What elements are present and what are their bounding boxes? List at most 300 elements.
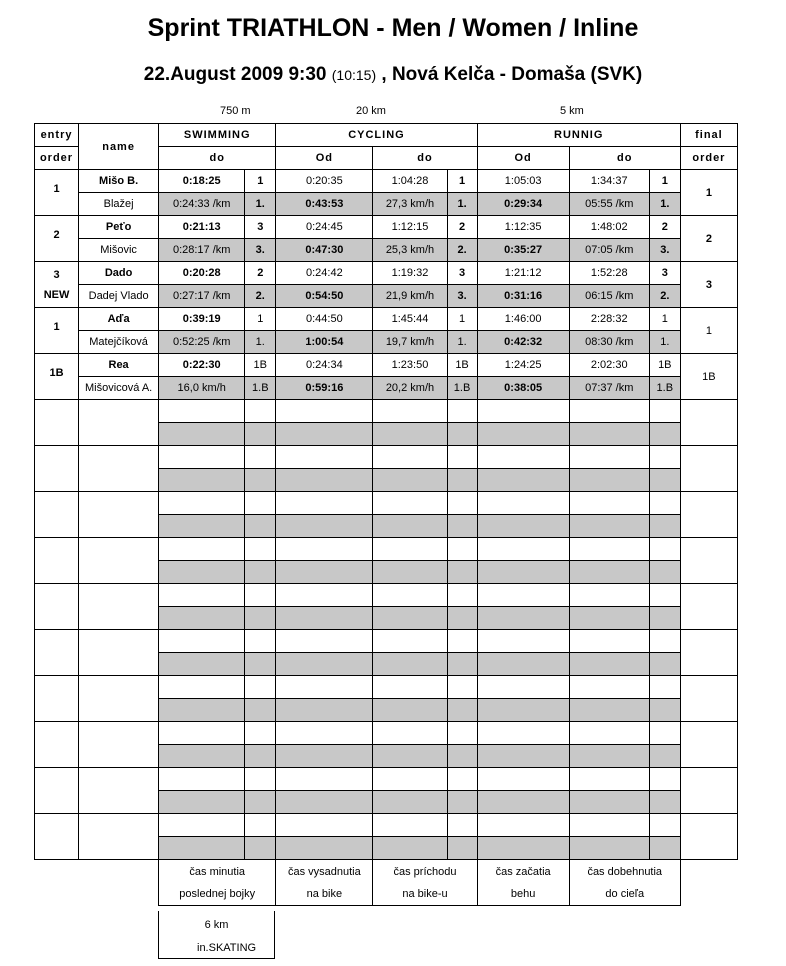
legend-blank [35,860,159,906]
run-rank: 1 [649,308,680,331]
empty-name-cell [79,584,159,630]
empty-cell [276,538,373,561]
entry-order-cell [35,216,79,262]
bike-rank: 1 [447,308,477,331]
empty-shaded-cell [373,423,447,446]
empty-shaded-cell [276,837,373,860]
empty-cell [159,446,245,469]
final-order: 1 [680,170,737,216]
run-end: 1:34:37 [569,170,649,193]
swim-rank-2: 1. [245,331,276,354]
legend-run-to-line-2: do cieľa [605,887,645,900]
empty-entry-cell [35,630,79,676]
bike-speed: 21,9 km/h [373,285,447,308]
table-row [35,354,738,377]
empty-shaded-cell [477,469,569,492]
run-start: 1:21:12 [477,262,569,285]
entry-order: 1B [49,366,64,379]
empty-cell [373,492,447,515]
run-rank-2: 1. [649,193,680,216]
run-time: 0:31:16 [477,285,569,308]
final-order: 1 [680,308,737,354]
run-rank: 3 [649,262,680,285]
legend-run-from-line-1: čas začatia [495,865,551,878]
empty-shaded-cell [649,423,680,446]
empty-cell [569,492,649,515]
empty-cell [569,446,649,469]
empty-cell [649,584,680,607]
athlete-fullname: Blažej [79,193,159,216]
bike-start: 0:24:45 [276,216,373,239]
empty-shaded-cell [447,653,477,676]
entry-order: 2 [53,228,60,241]
legend-run-to [569,860,680,906]
subtitle-time-note: (10:15) [331,67,377,83]
legend-bike-to-line-2: na bike-u [402,887,448,900]
bike-end: 1:04:28 [373,170,447,193]
empty-cell [245,722,276,745]
results-table [34,123,738,906]
empty-cell [245,768,276,791]
swim-rank-2: 1. [245,193,276,216]
empty-name-cell [79,538,159,584]
final-order: 1B [680,354,737,400]
athlete-fullname: Matejčíková [79,331,159,354]
run-start: 1:46:00 [477,308,569,331]
athlete-fullname: Mišovicová A. [79,377,159,400]
empty-shaded-cell [373,745,447,768]
empty-cell [447,768,477,791]
bike-start: 0:24:42 [276,262,373,285]
bike-time: 0:54:50 [276,285,373,308]
empty-cell [373,584,447,607]
empty-shaded-cell [569,515,649,538]
legend-run-from-line-2: behu [510,887,536,900]
athlete-nickname: Aďa [79,308,159,331]
entry-note: NEW [43,288,70,301]
empty-cell [276,584,373,607]
empty-cell [276,768,373,791]
empty-shaded-cell [447,837,477,860]
empty-shaded-cell [276,791,373,814]
empty-shaded-cell [245,515,276,538]
empty-shaded-cell [649,607,680,630]
empty-shaded-cell [447,745,477,768]
empty-cell [276,676,373,699]
run-pace: 07:05 /km [569,239,649,262]
bike-time: 0:59:16 [276,377,373,400]
table-row [35,239,738,262]
legend-bike-to-line-1: čas príchodu [393,865,457,878]
empty-entry-cell [35,722,79,768]
empty-final-cell [680,538,737,584]
swim-rank-2: 1.B [245,377,276,400]
empty-shaded-cell [569,699,649,722]
empty-cell [569,768,649,791]
empty-cell [447,538,477,561]
empty-name-cell [79,446,159,492]
entry-order: 1 [53,320,60,333]
empty-cell [276,400,373,423]
run-pace: 08:30 /km [569,331,649,354]
empty-shaded-cell [159,745,245,768]
empty-cell [569,676,649,699]
empty-shaded-cell [569,561,649,584]
empty-cell [477,446,569,469]
empty-shaded-cell [649,699,680,722]
empty-shaded-cell [373,837,447,860]
bike-rank-2: 1. [447,193,477,216]
legend-run-to-line-1: čas dobehnutia [587,865,663,878]
empty-shaded-cell [649,745,680,768]
swim-rank-2: 3. [245,239,276,262]
empty-row [35,538,738,561]
empty-shaded-cell [649,837,680,860]
empty-cell [649,492,680,515]
empty-entry-cell [35,492,79,538]
athlete-nickname: Mišo B. [79,170,159,193]
empty-shaded-cell [159,791,245,814]
empty-shaded-cell [569,653,649,676]
bike-rank: 2 [447,216,477,239]
empty-shaded-cell [373,607,447,630]
empty-cell [373,722,447,745]
run-rank-2: 1. [649,331,680,354]
final-order: 2 [680,216,737,262]
empty-name-cell [79,676,159,722]
bike-time: 0:47:30 [276,239,373,262]
bike-rank: 3 [447,262,477,285]
bike-rank-2: 2. [447,239,477,262]
bike-rank: 1B [447,354,477,377]
empty-shaded-cell [245,699,276,722]
swim-pace: 0:28:17 /km [159,239,245,262]
empty-shaded-cell [159,515,245,538]
swim-time: 0:20:28 [159,262,245,285]
empty-name-cell [79,722,159,768]
empty-shaded-cell [649,515,680,538]
empty-cell [477,722,569,745]
swim-time: 0:39:19 [159,308,245,331]
empty-shaded-cell [276,745,373,768]
empty-shaded-cell [373,561,447,584]
bike-time: 0:43:53 [276,193,373,216]
empty-entry-cell [35,538,79,584]
legend-blank-right [680,860,737,906]
swim-pace: 0:27:17 /km [159,285,245,308]
run-rank: 1B [649,354,680,377]
empty-shaded-cell [447,561,477,584]
table-row [35,193,738,216]
run-from-header: Od [477,147,569,170]
empty-shaded-cell [245,791,276,814]
run-pace: 05:55 /km [569,193,649,216]
bike-end: 1:23:50 [373,354,447,377]
empty-row [35,676,738,699]
swim-rank-2: 2. [245,285,276,308]
empty-cell [569,584,649,607]
empty-name-cell [79,400,159,446]
empty-cell [649,630,680,653]
athlete-nickname: Rea [79,354,159,377]
bike-speed: 25,3 km/h [373,239,447,262]
empty-shaded-cell [245,561,276,584]
name-header: name [79,124,159,170]
empty-cell [477,768,569,791]
empty-cell [447,492,477,515]
legend-bike-to [373,860,477,906]
run-end: 1:48:02 [569,216,649,239]
empty-cell [159,676,245,699]
empty-shaded-cell [276,561,373,584]
run-rank: 2 [649,216,680,239]
empty-cell [276,446,373,469]
empty-cell [373,814,447,837]
run-pace: 06:15 /km [569,285,649,308]
empty-name-cell [79,630,159,676]
legend-row [35,860,738,906]
athlete-nickname: Peťo [79,216,159,239]
swim-pace: 0:24:33 /km [159,193,245,216]
empty-cell [276,492,373,515]
empty-shaded-cell [373,469,447,492]
swim-rank: 1B [245,354,276,377]
swim-rank: 1 [245,170,276,193]
entry-order: 3 [53,268,60,281]
final-order: 3 [680,262,737,308]
empty-cell [159,538,245,561]
empty-cell [159,722,245,745]
empty-cell [447,584,477,607]
empty-cell [245,492,276,515]
run-end: 2:28:32 [569,308,649,331]
empty-shaded-cell [447,791,477,814]
empty-cell [447,630,477,653]
empty-shaded-cell [447,607,477,630]
empty-cell [159,492,245,515]
bike-start: 0:24:34 [276,354,373,377]
empty-name-cell [79,492,159,538]
empty-cell [276,814,373,837]
entry-order: 1 [53,182,60,195]
empty-cell [569,722,649,745]
empty-cell [447,676,477,699]
empty-shaded-cell [649,653,680,676]
subtitle-date: 22.August 2009 9:30 [143,64,332,85]
empty-shaded-cell [373,515,447,538]
swimming-header: SWIMMING [159,124,276,147]
legend-swim [159,860,276,906]
empty-cell [649,538,680,561]
empty-shaded-cell [569,791,649,814]
empty-shaded-cell [276,699,373,722]
entry-header: entry [35,124,79,147]
empty-row [35,400,738,423]
bike-from-header: Od [276,147,373,170]
swim-time: 0:21:13 [159,216,245,239]
legend-swim-line-1: čas minutia [189,865,246,878]
athlete-nickname: Dado [79,262,159,285]
empty-cell [569,538,649,561]
empty-cell [373,630,447,653]
table-row [35,262,738,285]
empty-final-cell [680,722,737,768]
empty-final-cell [680,400,737,446]
run-end: 2:02:30 [569,354,649,377]
run-rank-2: 1.B [649,377,680,400]
bike-rank-2: 1.B [447,377,477,400]
empty-shaded-cell [159,469,245,492]
run-time: 0:29:34 [477,193,569,216]
run-end: 1:52:28 [569,262,649,285]
empty-final-cell [680,584,737,630]
empty-row [35,630,738,653]
entry-order-cell [35,170,79,216]
empty-shaded-cell [159,607,245,630]
empty-shaded-cell [477,745,569,768]
empty-shaded-cell [447,699,477,722]
swim-distance: 750 m [220,105,251,117]
empty-cell [569,630,649,653]
run-start: 1:24:25 [477,354,569,377]
subtitle-place: , Nová Kelča - Domaša (SVK) [376,64,643,85]
legend-bike-from-line-2: na bike [306,887,343,900]
empty-shaded-cell [569,469,649,492]
empty-shaded-cell [373,699,447,722]
empty-cell [477,492,569,515]
empty-cell [276,630,373,653]
empty-cell [447,446,477,469]
run-distance: 5 km [560,105,584,117]
swim-rank: 2 [245,262,276,285]
empty-shaded-cell [245,837,276,860]
table-row [35,308,738,331]
empty-shaded-cell [477,837,569,860]
empty-entry-cell [35,446,79,492]
empty-cell [569,814,649,837]
empty-final-cell [680,676,737,722]
swim-time: 0:18:25 [159,170,245,193]
empty-cell [245,814,276,837]
empty-entry-cell [35,814,79,860]
empty-cell [159,630,245,653]
empty-cell [276,722,373,745]
legend-swim-line-2: poslednej bojky [179,887,256,900]
bike-to-header: do [373,147,477,170]
empty-name-cell [79,814,159,860]
empty-shaded-cell [276,607,373,630]
empty-shaded-cell [245,653,276,676]
table-row [35,285,738,308]
empty-cell [373,400,447,423]
table-row [35,377,738,400]
empty-shaded-cell [649,469,680,492]
athlete-fullname: Dadej Vlado [79,285,159,308]
legend-run-from [477,860,569,906]
empty-final-cell [680,492,737,538]
bike-start: 0:20:35 [276,170,373,193]
empty-cell [477,814,569,837]
empty-shaded-cell [276,423,373,446]
empty-row [35,722,738,745]
empty-cell [477,400,569,423]
empty-cell [245,676,276,699]
empty-shaded-cell [159,837,245,860]
bike-rank: 1 [447,170,477,193]
page-subtitle [0,64,786,86]
empty-shaded-cell [159,423,245,446]
empty-final-cell [680,446,737,492]
empty-cell [373,676,447,699]
empty-shaded-cell [245,607,276,630]
bike-distance: 20 km [356,105,386,117]
table-row [35,170,738,193]
run-to-header: do [569,147,680,170]
empty-name-cell [79,768,159,814]
skating-note [158,911,275,959]
empty-row [35,492,738,515]
empty-cell [477,630,569,653]
empty-cell [159,768,245,791]
entry-order-cell [35,308,79,354]
empty-cell [159,814,245,837]
empty-shaded-cell [276,469,373,492]
empty-cell [373,538,447,561]
empty-final-cell [680,768,737,814]
entry-header-2: order [35,147,79,170]
empty-cell [447,400,477,423]
empty-row [35,584,738,607]
empty-shaded-cell [477,791,569,814]
bike-start: 0:44:50 [276,308,373,331]
empty-cell [477,538,569,561]
bike-end: 1:45:44 [373,308,447,331]
empty-entry-cell [35,584,79,630]
swim-to-header: do [159,147,276,170]
empty-shaded-cell [569,745,649,768]
empty-shaded-cell [477,561,569,584]
empty-shaded-cell [245,423,276,446]
empty-shaded-cell [569,423,649,446]
empty-shaded-cell [447,423,477,446]
run-time: 0:38:05 [477,377,569,400]
empty-cell [373,446,447,469]
table-row [35,216,738,239]
swim-pace: 16,0 km/h [159,377,245,400]
athlete-fullname: Mišovic [79,239,159,262]
legend-bike-from-line-1: čas vysadnutia [287,865,361,878]
empty-shaded-cell [569,837,649,860]
empty-cell [477,676,569,699]
empty-shaded-cell [373,791,447,814]
empty-shaded-cell [649,561,680,584]
empty-cell [245,630,276,653]
empty-row [35,814,738,837]
empty-shaded-cell [159,699,245,722]
empty-row [35,768,738,791]
empty-cell [649,814,680,837]
empty-entry-cell [35,676,79,722]
empty-entry-cell [35,400,79,446]
empty-cell [245,446,276,469]
empty-shaded-cell [477,515,569,538]
empty-shaded-cell [373,653,447,676]
empty-cell [649,400,680,423]
running-header: RUNNIG [477,124,680,147]
empty-cell [569,400,649,423]
swim-rank: 1 [245,308,276,331]
empty-entry-cell [35,768,79,814]
